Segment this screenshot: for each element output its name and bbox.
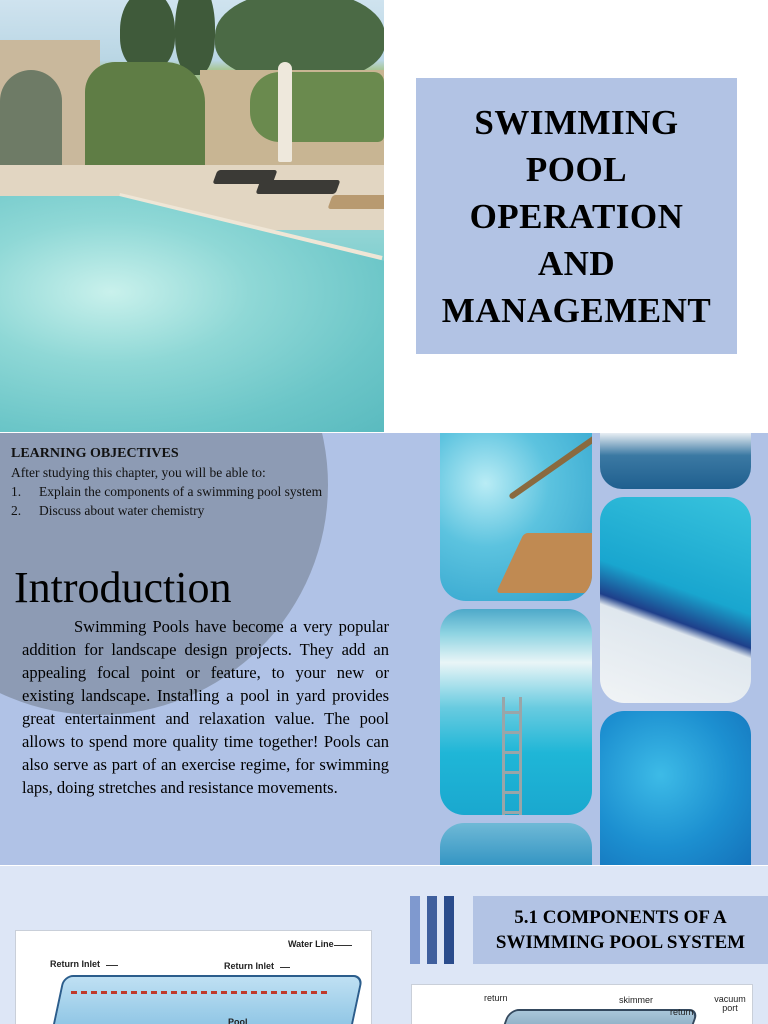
list-item (11, 501, 327, 520)
title-line: AND (537, 243, 616, 283)
photo-tile-blue-water (600, 711, 751, 865)
label-return: return (484, 993, 508, 1003)
ivy-hedge-right (250, 72, 384, 142)
title-line: MANAGEMENT (441, 290, 712, 330)
sun-lounger (255, 180, 340, 194)
leader-line (106, 965, 118, 966)
sun-lounger (327, 195, 384, 209)
pool-outline (49, 975, 364, 1024)
leader-line (280, 967, 290, 968)
leader-line (334, 945, 352, 946)
document-title (442, 99, 711, 334)
decorative-bar (427, 896, 437, 964)
deck-chair (496, 533, 592, 593)
label-return-inlet: Return Inlet (224, 961, 275, 971)
ivy-hedge (85, 62, 205, 174)
list-item (11, 482, 327, 501)
photo-tile-underwater (440, 609, 592, 815)
pool-plumbing-diagram (411, 984, 753, 1024)
objectives-list (11, 482, 327, 520)
ladder-rail (508, 433, 592, 500)
garden-arch (0, 70, 62, 165)
list-item-text: Discuss about water chemistry (39, 503, 205, 518)
title-line: SWIMMING (474, 102, 679, 142)
learning-objectives (11, 445, 327, 520)
pool-cutaway (495, 1009, 700, 1024)
decorative-bar (444, 896, 454, 964)
photo-tile-pool-ladder (440, 433, 592, 601)
cypress-tree (175, 0, 215, 75)
closed-umbrella (278, 62, 292, 162)
tree-canopy (215, 0, 384, 80)
return-pipe (71, 991, 331, 994)
photo-tile-pool-edge (600, 497, 751, 703)
title-line: OPERATION (469, 196, 684, 236)
section-heading: 5.1 COMPONENTS OF A SWIMMING POOL SYSTEM (495, 907, 746, 953)
photo-tile-pool-tiles (440, 823, 592, 865)
pool-system-diagram (15, 930, 372, 1024)
label-pool: Pool (228, 1017, 248, 1024)
objectives-lead: After studying this chapter, you will be able to: (11, 465, 266, 480)
photo-tile-pool-steps (600, 433, 751, 489)
list-item-number: 1. (11, 484, 22, 499)
decorative-bar (410, 896, 420, 964)
objectives-heading: LEARNING OBJECTIVES (11, 446, 179, 461)
pool-water (0, 196, 384, 432)
introduction-heading: Introduction (14, 563, 232, 612)
introduction-paragraph: Swimming Pools have become a very popular addition for landscape design projects. They add an appealing focal point or feature, to your new or existing landscape. Installing a pool in yard provides great entertainment and relaxation value. The pool allows to spend more quality time together! Pools can also serve as part of an exercise regime, for swimming laps, doing stretches and resistance movements. (22, 617, 389, 797)
title-line: POOL (525, 149, 628, 189)
label-return: return (670, 1007, 694, 1017)
hero-pool-photo (0, 0, 384, 432)
components-section (0, 866, 768, 1024)
label-water-line: Water Line (288, 939, 334, 949)
label-skimmer: skimmer (619, 995, 653, 1005)
cypress-tree (120, 0, 175, 70)
underwater-ladder (502, 697, 522, 815)
label-return-inlet: Return Inlet (50, 959, 101, 969)
decorative-bars (410, 896, 454, 964)
list-item-text: Explain the components of a swimming pool system (39, 484, 323, 499)
introduction-band (0, 433, 768, 865)
label-vacuum-port: vacuum port (714, 994, 746, 1013)
title-box (416, 78, 737, 354)
list-item-number: 2. (11, 503, 22, 518)
section-heading-box (473, 896, 768, 964)
